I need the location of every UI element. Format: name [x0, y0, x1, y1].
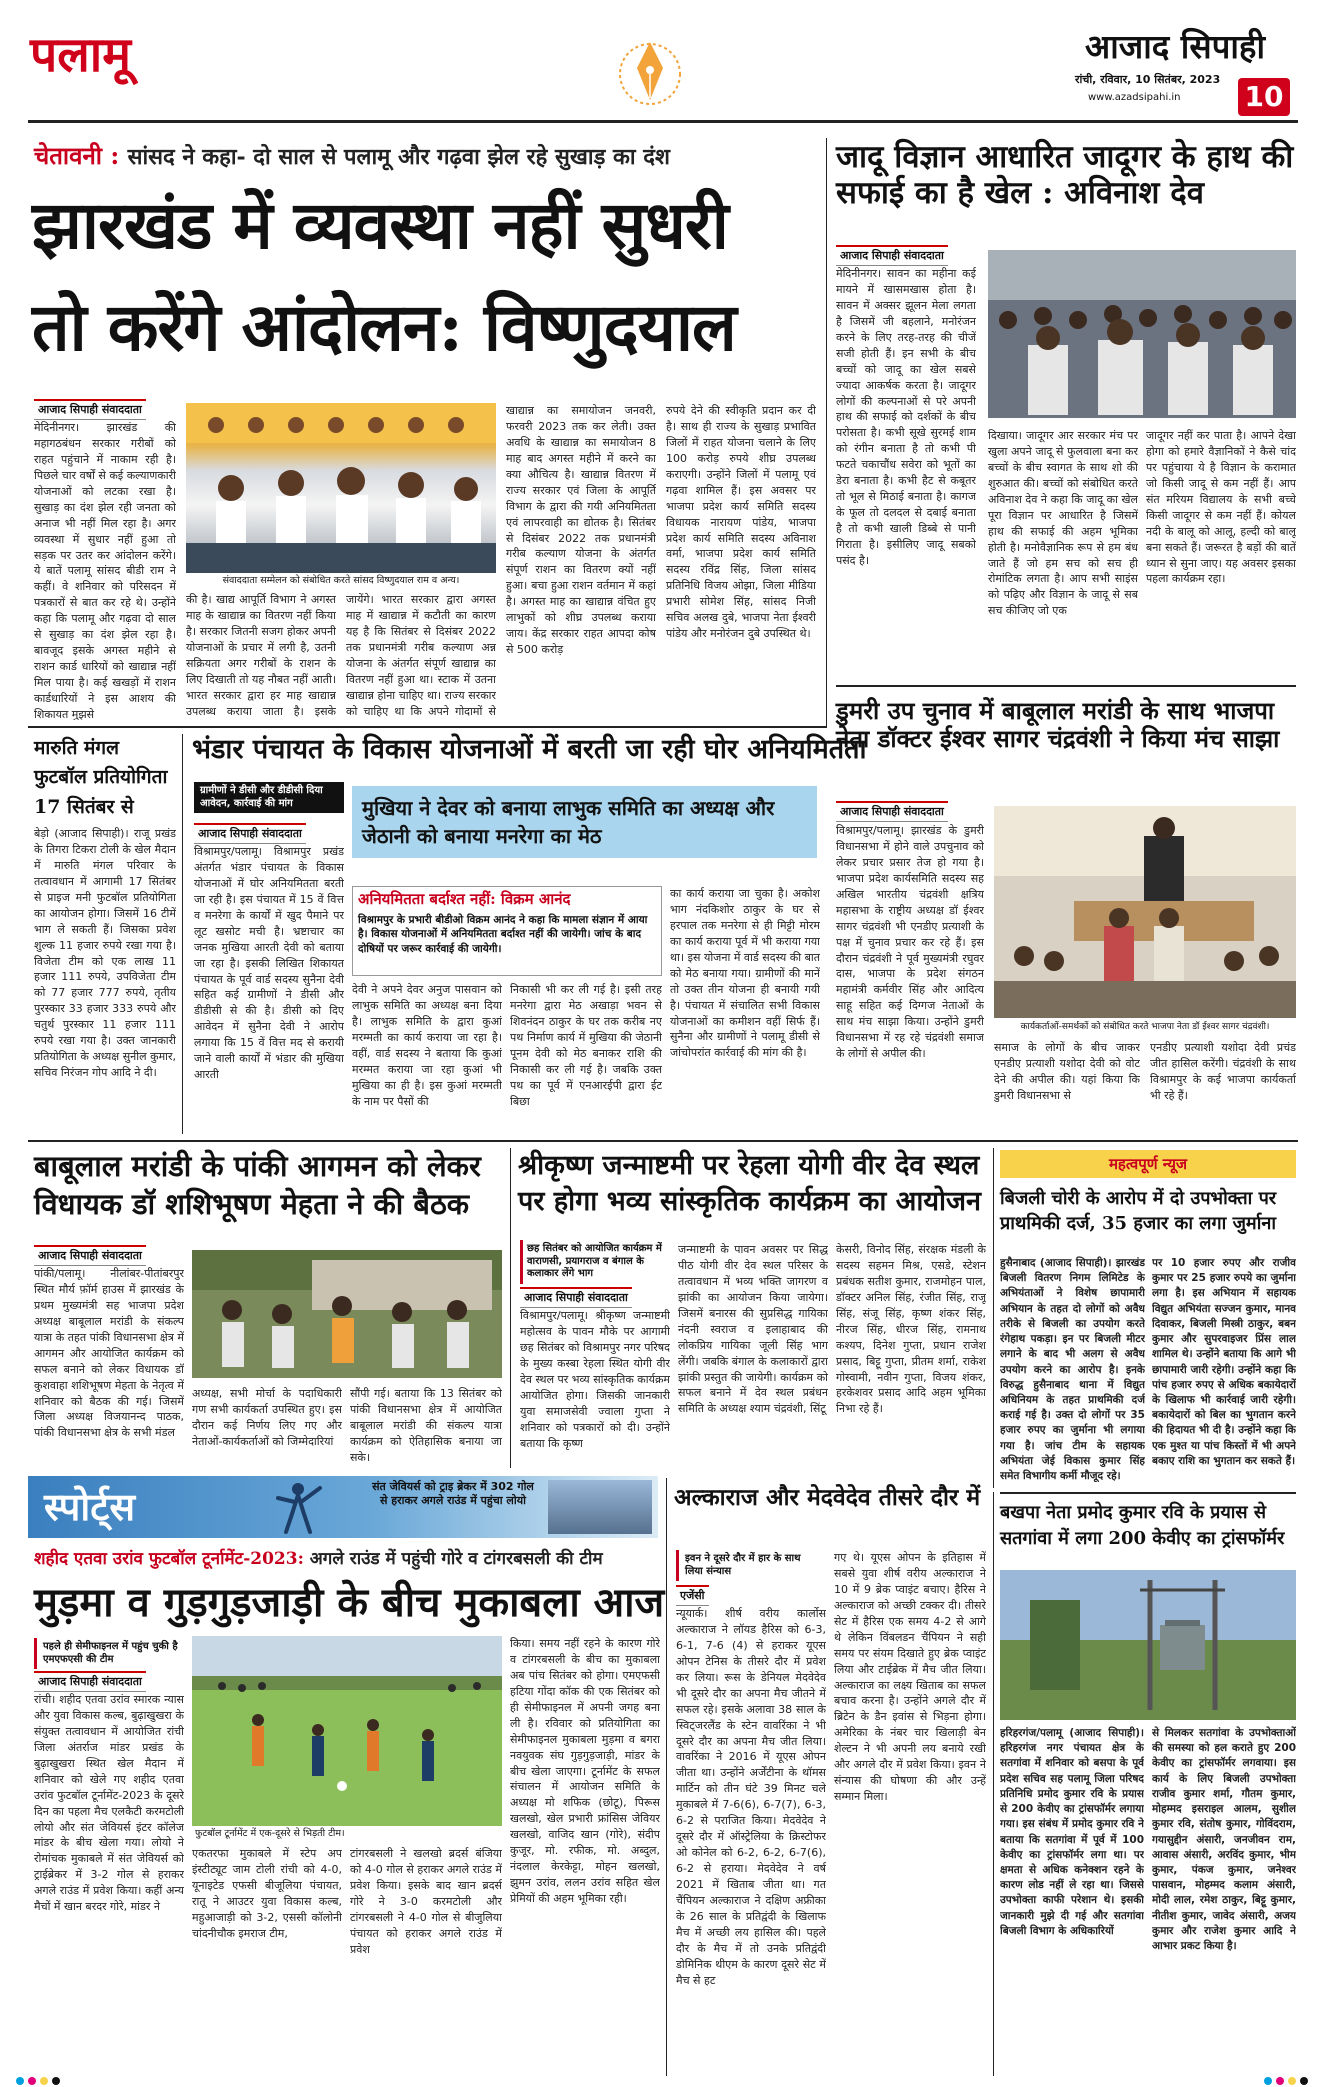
sports-col2: एकतरफा मुकाबले में स्टेप अप इंस्टीट्यूट जाम टोली रांची को 4-0, यूनाइटेड एफसी बीजूलिया पंचायत, रातू ने आउटर युवा विकास कल्ब, महुआजाड़ी को 3-2, एससी कॉलोनी चांदनीचौक इमराज टीम,	[192, 1847, 342, 1940]
sports-kicker-rest: अगले राउंड में पहुंची गोरे व टांगरबसली की टीम	[309, 1549, 603, 1569]
bhandar-sub-headline: मुखिया ने देवर को बनाया लाभुक समिति का अध्यक्ष और जेठानी को बनाया मनरेगा का मेठ	[352, 786, 817, 858]
lead-col5: रुपये देने की स्वीकृति प्रदान कर दी है। साथ ही राज्य के सुखाड़ प्रभावित जिलों में राहत योजना चलाने के लिए 100 करोड़ रुपये शीघ्र उपलब्ध कराएगी। उन्होंने जिलों में पलामू एवं गढ़वा शामिल हैं। इस अवसर पर भाजपा प्रदेश कार्य समिति सदस्य विधायक नारायण पांडेय, भाजपा प्रदेश कार्य समिति सदस्य अविनाश वर्मा, भाजपा प्रदेश कार्य समिति सदस्य रविंद्र सिंह, जिला सांसद प्रतिनिधि विजय ओझा, जिला मीडिया प्रभारी सोमेश सिंह, सांसद निजी सचिव अलख दुबे, भाजपा नेता ईश्वरी पांडेय और मनोरंजन दुबे उपस्थित थे।	[666, 404, 816, 641]
bsp-col2: से मिलकर सतगांवा के उपभोक्ताओं की समस्या को हल कराते हुए 200 केवीए का ट्रांसफॉर्मर लगवाया। इस कार्य के लिए बिजली उपभोक्ता राजीव कुमार शर्मा, गौतम कुमार, मोहम्मद इसराइल आलम, सुशील कुमार रवि, संतोष कुमार, गोविंदराम, गयासुद्दीन अंसारी, जनजीवन राम, आवास अंसारी, अरविंद कुमार, भीम कुमार, पंकज कुमार, जनेश्वर पासवान, मोहम्मद कलाम अंसारी, मोदी लाल, रमेश ठाकुर, बिट्टू कुमार, नीतीश कुमार, जावेद अंसारी, अजय कुमार और राजेश कुमार आदि ने आभार प्रकट किया है।	[1152, 1727, 1296, 1953]
tennis-headline: अल्काराज और मेदवेदेव तीसरे दौर में	[674, 1484, 981, 1511]
krishna-col3: केसरी, विनोद सिंह, संरक्षक मंडली के सदस्य सहमन मिश्र, एसडे, स्टेशन प्रबंधक सतीश कुमार, राजमोहन पाल, डॉक्टर अनिल सिंह, रंजीत सिंह, राजू सिंह, संजू सिंह, कृष्ण शंकर सिंह, नीरज सिंह, धीरज सिंह, रामनाथ कश्यप, दिनेश गुप्ता, प्रधान राजेश प्रसाद, बिट्टू गुप्ता, प्रीतम शर्मा, राकेश गोस्वामी, नवीन गुप्ता, विजय शंकर, हरकेशवर प्रसाद आदि अहम भूमिका निभा रहे हैं।	[836, 1243, 986, 1416]
bhandar-col2: देवी ने अपने देवर अनुज पासवान को लाभुक समिति का अध्यक्ष बना दिया है। लाभुक समिति के द्वारा कुआं मरम्मती का कार्य कराया जा रहा है। वहीं, वार्ड सदस्य ने बताया कि कुआं मरम्मत कराया जा रहा कुआं भी मुखिया का ही है। इस कुआं मरम्मती के नाम पर पैसों की	[352, 983, 502, 1108]
lead-headline-1: झारखंड में व्यवस्था नहीं सुधरी	[32, 186, 728, 264]
dumri-headline: डुमरी उप चुनाव में बाबूलाल मरांडी के साथ भाजपा नेता डॉक्टर ईश्वर सागर चंद्रवंशी ने किया मंच साझा	[836, 696, 1280, 753]
sports-headline: मुड़मा व गुड़गुड़जाड़ी के बीच मुकाबला आज	[34, 1579, 665, 1626]
tennis-byline: एजेंसी	[676, 1585, 709, 1606]
maruti-body: बेड़ो (आजाद सिपाही)। राजू प्रखंड के तिगरा टिकरा टोली के खेल मैदान में मारुति मंगल परिवार के तत्वावधान में आगामी 17 सितंबर से प्राइज मनी फुटबॉल प्रतियोगिता का आयोजन होगा। जिसमें 16 टीमें भाग ले सकती हैं। जिसका प्रवेश शुल्क 11 हजार रुपये रखा गया है। विजेता टीम को एक लाख 11 हजार 111 रुपये, उपविजेता टीम को 77 हजार 777 रुपये, तृतीय पुरस्कार 33 हजार 333 रुपये और चतुर्थ पुरस्कार 11 हजार 111 रुपये रखा गया है। उक्त जानकारी प्रतियोगिता के अध्यक्ष सुनील कुमार, सचिव निरंजन गोप आदि ने दी।	[34, 827, 176, 1080]
babulal-headline: बाबूलाल मरांडी के पांकी आगमन को लेकर विधायक डॉ शशिभूषण मेहता ने की बैठक	[34, 1149, 481, 1221]
lead-col4: खाद्यान्न का समायोजन जनवरी, फरवरी 2023 तक कर लेती। उक्त अवधि के खाद्यान्न का समायोजन 8 माह बाद अगस्त महीने में करने का क्या औचित्य है। खाद्यान्न वितरण में राज्य सरकार एवं जिला के आपूर्ति विभाग के द्वारा की गयी अनियमितता एवं लापरवाही का द्योतक है। सितंबर से दिसंबर 2022 तक प्रधानमंत्री गरीब कल्याण योजना के अंतर्गत संपूर्ण राशन का वितरण क्यों नहीं हुआ। बचा हुआ राशन वर्तमान में कहां है। अगस्त माह का खाद्यान्न वंचित हुए लाभुकों को शीघ्र उपलब्ध कराया जाय। केंद्र सरकार राहत आपदा कोष से 500 करोड़	[506, 404, 656, 657]
dumri-col1: विश्रामपुर/पलामू। झारखंड के डुमरी विधानसभा में होने वाले उपचुनाव को लेकर प्रचार प्रसार तेज हो गया है। भाजपा प्रदेश कार्यसमिति सदस्य सह अखिल भारतीय चंद्रवंशी क्षत्रिय महासभा के राष्ट्रीय अध्यक्ष डॉ ईश्वर सागर चंद्रवंशी भी एनडीए प्रत्याशी के पक्ष में चुनाव प्रचार कर रहे हैं। इस दौरान चंद्रवंशी ने पूर्व मुख्यमंत्री रघुवर दास, भाजपा के प्रदेश संगठन महामंत्री कर्मवीर सिंह और आदित्य साहू सहित कई दिग्गज नेताओं के साथ मंच साझा किया। उन्होंने डुमरी विधानसभा में रह रहे चंद्रवंशी समाज के लोगों से अपील की।	[836, 824, 984, 1061]
page-number: 10	[1238, 78, 1290, 116]
dumri-col2: समाज के लोगों के बीच जाकर एनडीए प्रत्याशी यशोदा देवी को वोट देने की अपील की। यहां किया कि डुमरी विधानसभा से	[994, 1041, 1140, 1102]
bsp-headline: बखपा नेता प्रमोद कुमार रवि के प्रयास से सतगांवा में लगा 200 केवीए का ट्रांसफॉर्मर	[1000, 1502, 1285, 1550]
kicker-label: चेतावनी :	[34, 141, 120, 170]
bhandar-headline: भंडार पंचायत के विकास योजनाओं में बरती जा रही घोर अनियमितता	[192, 734, 867, 765]
lead-byline: आजाद सिपाही संवाददाता	[34, 399, 146, 420]
krishna-col1: विश्रामपुर/पलामू। श्रीकृष्ण जन्माष्टमी महोत्सव के पावन मौके पर आगामी छह सितंबर को विश्रामपुर नगर परिषद के मुख्य कस्बा रेहला स्थित योगी वीर देव स्थल पर भव्य सांस्कृतिक कार्यक्रम आयोजित होगा। जिसकी जानकारी युवा समाजसेवी ज्वाला गुप्ता ने शनिवार को पत्रकारों को दी। उन्होंने बताया कि कृष्ण	[520, 1309, 670, 1450]
bhandar-byline: आजाद सिपाही संवाददाता	[194, 823, 306, 844]
lead-kicker	[34, 140, 814, 172]
magic-col3: जादूगर नहीं कर पाता है। आपने देखा होगा को हमारे वैज्ञानिकों ने कैसे चांद पर पहुंचाया ये है विज्ञान के करामात जो किसी जादू से कम नहीं हैं। आप संत मरियम विद्यालय के सभी बच्चे किसी जादूगर से कम नहीं हैं। कोयल नदी के बालू को आलू, हल्दी को बालू बना सकते हैं। जरूरत है बड़ों की बातें ध्यान से सुना जाए। यह अवसर इसका पहला कार्यक्रम रहा।	[1146, 429, 1296, 586]
babulal-byline: आजाद सिपाही संवाददाता	[34, 1245, 146, 1266]
krishna-byline: आजाद सिपाही संवाददाता	[520, 1287, 632, 1308]
lead-byline-wrap	[34, 398, 146, 420]
bhandar-byline-wrap	[194, 822, 306, 844]
important-col2: पर 10 हजार रुपए और राजीव कुमार पर 25 हजार रुपये का जुर्माना लगा है। इस अभियान में सहायक विद्युत अभियंता सज्जन कुमार, मानव दिवाकर, बिजली मिस्त्री ठाकुर, बबन कुमार और सुपरवाइजर प्रिंस लाल शामिल थे। उन्होंने बताया कि आगे भी छापामारी जारी रहेगी। उन्होंने कहा कि पांच हजार रुपए से अधिक बकायेदारों के खिलाफ भी कार्रवाई जारी रहेगी। बकायेदारों को बिल का भुगतान करने की हिदायत भी दी है। उन्होंने कहा कि एक मुश्त या पांच किस्तों में भी अपने बकाए राशि का भुगतान कर सकते हैं।	[1152, 1257, 1296, 1467]
bhandar-col3: निकासी भी कर ली गई है। इसी तरह मनरेगा द्वारा मेठ अखाड़ा भवन से शिवनंदन ठाकुर के घर तक करीब नए पथ निर्माण कार्य में मुखिया की जेठानी पूनम देवी को मेठ बनाकर राशि की निकासी कर ली गई है। जबकि उक्त पथ का पूर्व में एनआरईपी द्वारा ईट बिछा	[510, 983, 662, 1108]
krishna-headline: श्रीकृष्ण जन्माष्टमी पर रेहला योगी वीर देव स्थल पर होगा भव्य सांस्कृतिक कार्यक्रम का आयोजन	[518, 1150, 982, 1218]
sports-title: स्पोर्ट्स	[44, 1484, 136, 1529]
sports-photo	[192, 1636, 502, 1826]
dumri-photo-caption: कार्यकर्ताओं-समर्थकों को संबोधित करते भाजपा नेता डॉ ईश्वर सागर चंद्रवंशी।	[994, 1020, 1296, 1035]
important-news-label: महत्वपूर्ण न्यूज	[1000, 1150, 1296, 1178]
lead-headline-2: तो करेंगे आंदोलन: विष्णुदयाल	[32, 288, 736, 366]
maruti-headline: मारुति मंगल फुटबॉल प्रतियोगिता 17 सितंबर से	[34, 737, 168, 818]
pen-nib-icon	[605, 30, 695, 105]
sports-col1: रांची। शहीद एतवा उरांव स्मारक न्यास और युवा विकास कल्ब, बुढ़ाखुखरा के संयुक्त तत्वावधान में आयोजित रांची जिला अंतर्राज मांडर प्रखंड के बुढ़ाखुखरा स्थित खेल मैदान में शनिवार को खेले गए शहीद एतवा उरांव फुटबॉल टूर्नामेंट-2023 के दूसरे दिन का पहला मैच एलकैटी करमटोली लोयो और संत जेवियर्स इंटर कॉलेज मांडर के बीच खेला गया। लोयो ने रोमांचक मुकाबले में संत जेवियर्स को ट्राईब्रेकर में 3-2 गोल से हराकर अगले राउंड में प्रवेश किया। कहीं अन्य मैचों में खान बरदर गोरे, मांडर ने	[34, 1693, 184, 1914]
cricket-player-icon	[268, 1480, 328, 1536]
bhandar-col1: विश्रामपुर/पलामू। विश्रामपुर प्रखंड अंतर्गत भंडार पंचायत के विकास योजनाओं में घोर अनियमितता बरती जा रही है। इस पंचायत में 15 वें वित्त व मनरेगा के कार्यों में खुद पैमाने पर लूट खसोट मची है। भ्रष्टाचार का जनक मुखिया आरती देवी को बताया जा रहा है। इसकी लिखित शिकायत पंचायत के पूर्व वार्ड सदस्य सुनैना देवी सहित कई ग्रामीणों ने डीसी और डीडीसी से की है। डीसी को दिए आवेदन में सुनैना देवी ने आरोप लगाया कि 15 वें वित्त मद से करायी जाने वाली कार्यों में भंडार की मुखिया आरती	[194, 845, 344, 1082]
tennis-col1: न्यूयार्क। शीर्ष वरीय कार्लोस अल्काराज ने लॉयड हैरिस को 6-3, 6-1, 7-6 (4) से हराकर यूएस ओपन टेनिस के तीसरे दौर में प्रवेश कर लिया। रूस के डेनियल मेदवेदेव भी दूसरे दौर का अपना मैच जीतने में सफल रहे। इसके अलावा 38 साल के स्विट्जरलैंड के स्टेन वावरिंका ने भी दूसरे दौर का अपना मैच जीत लिया। वावरिंका ने 2016 में यूएस ओपन जीता था। उन्होंने अर्जेंटीना के थॉमस मार्टिन को तीन घंटे 39 मिनट चले मुकाबले में 7-6(6), 6-7(7), 6-3, 6-2 से पराजित किया। मेदवेदेव ने दूसरे दौर में ऑस्ट्रेलिया के क्रिस्टोफर ओ कोनेल को 6-2, 6-2, 6-7(6), 6-2 से हराया। मेदवेदेव ने वर्ष 2021 में खिताब जीता था। गत चैंपियन अल्काराज ने दक्षिण अफ्रीका के 26 साल के प्रतिद्वंदी के खिलाफ मैच में अच्छी लय हासिल की। पहले दौर के मैच में तो उनके प्रतिद्वंदी डोमिनिक थीएम के कारण दूसरे सेट में मैच से हट	[676, 1607, 826, 1987]
sports-col4: किया। समय नहीं रहने के कारण गोरे व टांगरबसली के बीच का मुकाबला अब पांच सितंबर को होगा। एमएफसी हटिया गोंदा कॉक की एक सितंबर को ही सेमीफाइनल में अपनी जगह बना ली है। रविवार को प्रतियोगिता का सेमीफाइनल मुकाबला मुड़मा व बगरा नवयुवक संघ गुड़गुड़जाड़ी, मांडर के बीच खेला जाएगा। टूर्नामेंट के सफल संचालन में आयोजन समिति के अध्यक्ष मो शफिक (छोटू), पिरूस खलखो, खेल प्रभारी फ्रांसिस जेवियर खलखो, वाजिद खान (गोरे), संदीप कुजूर, मो. रफीक, मो. अब्दुल, नंदलाल केरकेट्टा, मोहन खलखो, झुमन उरांव, ललन उरांव सहित खेल प्रेमियों की अहम भूमिका रही।	[510, 1637, 660, 1905]
krishna-col2: जन्माष्टमी के पावन अवसर पर सिद्ध पीठ योगी वीर देव स्थल परिसर के तत्वावधान में भव्य भक्ति जागरण व झांकी का आयोजन किया जायेगा। जिसमें बनारस की सुप्रसिद्ध गायिका नंदनी स्वराज व इलाहाबाद की लोकप्रिय गायिका जूली सिंह भाग लेंगी। जबकि बंगाल के कलाकारों द्वारा झांकी प्रस्तुत की जायेगी। कार्यक्रम को सफल बनाने में देव स्थल प्रबंधन समिति के अध्यक्ष श्याम चंद्रवंशी, सिंटू	[678, 1243, 828, 1416]
sports-kicker2: पहले ही सेमीफाइनल में पहुंच चुकी है एमएफएसी की टीम	[34, 1638, 184, 1669]
sports-kicker-line	[34, 1548, 659, 1570]
sports-banner	[28, 1476, 658, 1538]
bsp-photo	[1000, 1570, 1296, 1720]
place-date: रांची, रविवार, 10 सितंबर, 2023	[1075, 73, 1221, 86]
magic-headline: जादू विज्ञान आधारित जादूगर के हाथ की सफाई का है खेल : अविनाश देव	[836, 139, 1294, 211]
sports-promo: संत जेवियर्स को ट्राइ ब्रेकर में 302 गोल से हराकर अगले राउंड में पहुंचा लोयो	[372, 1480, 534, 1508]
dumri-photo	[994, 806, 1296, 1018]
bhandar-col4: का कार्य कराया जा चुका है। अकोश भाग नंदकिशोर ठाकुर के घर से हरपाल तक मनरेगा से ही मिट्टी मोरम का कार्य कराया पूर्व में भी कराया गया था। इस योजना में वार्ड सदस्य की बात को मेठ बनाया गया। ग्रामीणों की मानें तो उक्त तीन योजना ही बनायी गयी है। पंचायत में संचालित सभी विकास योजनाओं का कमीशन वहीं सिर्फ हैं। सुनैना और ग्रामीणों ने पलामू डीसी से जांचोपरांत कार्रवाई की मांग की है।	[670, 887, 820, 1060]
babulal-col3: सौंपी गई। बताया कि 13 सितंबर को पांकी विधानसभा क्षेत्र में आयोजित बाबूलाल मरांडी की संकल्प यात्रा कार्यक्रम को ऐतिहासिक बनाया जा सके।	[350, 1387, 502, 1464]
sports-photo-caption: फुटबॉल टूर्नामेंट में एक-दूसरे से भिड़ती टीम।	[192, 1826, 502, 1842]
dumri-col3: एनडीए प्रत्याशी यशोदा देवी प्रचंड जीत हासिल करेंगी। चंद्रवंशी के साथ विश्रामपुर के कई भाजपा कार्यकर्ता भी रहे हैं।	[1150, 1041, 1296, 1102]
lead-col2: की है। खाद्य आपूर्ति विभाग ने अगस्त माह के खाद्यान्न का वितरण नहीं किया है। सरकार जितनी सजग होकर अपनी योजनाओं के प्रचार में लगी है, उतनी सक्रियता अगर गरीबों के राशन के लिए दिखाती तो यह नौबत नहीं आती। भारत सरकार द्वारा हर माह खाद्यान्न उपलब्ध कराया जाता है। इसके	[186, 593, 336, 718]
tennis-byline-wrap	[676, 1584, 709, 1606]
lead-photo	[186, 403, 496, 573]
dumri-byline: आजाद सिपाही संवाददाता	[836, 801, 948, 822]
tennis-kicker: इवन ने दूसरे दौर में हार के साथ लिया संन्यास	[676, 1550, 826, 1581]
magic-byline: आजाद सिपाही संवाददाता	[836, 245, 948, 266]
sports-byline: आजाद सिपाही संवाददाता	[34, 1671, 146, 1692]
section-title: पलामू	[30, 27, 131, 83]
krishna-byline-wrap	[520, 1286, 632, 1308]
bhandar-quote-text: विश्रामपुर के प्रभारी बीडीओ विक्रम आनंद ने कहा कि मामला संज्ञान में आया है। विकास योजनाओं में अनियमितता बर्दाश्त नहीं की जायेगी। जांच के बाद दोषियों पर जरूर कार्रवाई की जायेगी।	[358, 913, 648, 955]
bsp-col1: हरिहरगंज/पलामू (आजाद सिपाही)। हरिहरगंज नगर पंचायत क्षेत्र के सतगांवा में शनिवार को बसपा के पूर्व प्रदेश सचिव सह पलामू जिला परिषद प्रतिनिधि प्रमोद कुमार रवि के प्रयास से 200 केवीए का ट्रांसफॉर्मर लगाया गया। इस संबंध में प्रमोद कुमार रवि ने बताया कि सतगांवा में पूर्व में 100 केवीए का ट्रांसफॉर्मर लगा था। पर क्षमता से अधिक कनेक्शन रहने के कारण लोड नहीं ले रहा था। जिससे उपभोक्ता काफी परेशान थे। इसकी जानकारी मुझे दी गई और सतगांवा बिजली विभाग के अधिकारियों	[1000, 1727, 1144, 1937]
magic-col2: दिखाया। जादूगर आर सरकार मंच पर खुला अपने जादू से फुलवाला बना कर बच्चों के बीच स्वागत के साथ शो की शुरुआत की। बच्चों को संबोधित करते अविनाश देव ने कहा कि जादू का खेल पूरा विज्ञान पर आधारित है जिसमें हाथ की सफाई की अहम भूमिका होती है। मनोवैज्ञानिक रूप से हम बंध जाते हैं जो हम सच को सच ही रोमांटिक लगता है। आप सभी साइंस को पढ़िए और विज्ञान के जादू से सब सच कीजिए जो एक	[988, 429, 1138, 618]
babulal-photo	[192, 1250, 502, 1378]
sports-kicker: शहीद एतवा उरांव फुटबॉल टूर्नामेंट-2023:	[34, 1549, 304, 1569]
website: www.azadsipahi.in	[1088, 92, 1181, 103]
tennis-col2: गए थे। यूएस ओपन के इतिहास में सबसे युवा शीर्ष वरीय अल्काराज ने 10 में 9 ब्रेक प्वाइंट बचाए। हैरिस ने अल्काराज को अच्छी टक्कर दी। तीसरे सेट में हैरिस एक समय 4-2 से आगे थे लेकिन विंबलडन चैंपियन ने सही समय पर संयम दिखाते हुए ब्रेक प्वाइंट लिया और टाईब्रेक में मैच जीत लिया। अल्काराज का लक्ष्य खिताब का सफल बचाव करना है। उन्होंने अगले दौर में ब्रिटेन के डैन इवांस से भिड़ना होगा। अमेरिका के नंबर चार खिलाड़ी बेन शेल्टन ने भी अपनी लय बनाये रखी और अगले दौर में प्रवेश किया। इवन ने संन्यास की घोषणा की और उन्हें सम्मान मिला।	[834, 1551, 986, 1804]
sports-byline-wrap	[34, 1670, 146, 1692]
bhandar-quote-title: अनियमितता बर्दाश्त नहीं: विक्रम आनंद	[358, 890, 571, 908]
krishna-kicker: छह सितंबर को आयोजित कार्यक्रम में वाराणसी, प्रयागराज व बंगाल के कलाकार लेंगे भाग	[520, 1240, 670, 1284]
sports-promo-photo	[548, 1480, 652, 1534]
magic-col1: मेदिनीनगर। सावन का महीना कई मायने में खासमखास होता है। सावन में अक्सर झूलन मेला लगता है जिसमें जी बहलाने, मनोरंजन करने के लिए तरह-तरह की चीजें सजी होती हैं। इन सभी के बीच बच्चों को जादू का खेल सबसे ज्यादा आकर्षक करता है। जादूगर लोगों की कल्पनाओं से परे अपनी हाथ की सफाई को दर्शकों के बीच परोसता है। कभी सूखे सुरमई शाम को रंगीन बनाता है तो कभी पी फटते चकाचौंध सवेरा को भूतों का डेरा बनाता है। कभी हैट से कबूतर तो भूल से मिठाई बनाता है। कागज के फूल तो दलदल से दबाई बनाता है तो कभी खाली डिब्बे से पानी गिराता है। इसीलिए जादू सबको पसंद है।	[836, 267, 976, 567]
dumri-byline-wrap	[836, 800, 948, 822]
magic-byline-wrap	[836, 244, 948, 266]
babulal-col1: पांकी/पलामू। नीलांबर-पीतांबरपुर स्थित मौर्य फ़ॉर्म हाउस में झारखंड के प्रथम मुख्यमंत्री सह भाजपा प्रदेश अध्यक्ष बाबूलाल मरांडी के संकल्प यात्रा के तहत पांकी विधानसभा क्षेत्र में आगमन और आयोजित कार्यक्रम को सफल बनाने को लेकर विधायक डॉ कुशवाहा शशिभूषण मेहता के नेतृत्व में शनिवार को बैठक की गई। जिसमें जिला अध्यक्ष विजयानन्द पाठक, पांकी विधानसभा क्षेत्र के सभी मंडल	[34, 1267, 184, 1440]
color-registration-dots	[0, 2076, 1325, 2086]
bhandar-kicker: ग्रामीणों ने डीसी और डीडीसी दिया आवेदन, कार्रवाई की मांग	[194, 782, 344, 813]
page-header	[0, 0, 1325, 118]
important-headline: बिजली चोरी के आरोप में दो उपभोक्ता पर प्राथमिकी दर्ज, 35 हजार का लगा जुर्माना	[1000, 1188, 1277, 1235]
bhandar-quote-box	[352, 886, 662, 976]
magic-photo	[988, 250, 1296, 418]
lead-col3: जायेंगे। भारत सरकार द्वारा अगस्त माह में खाद्यान्न में कटौती का कारण यह है कि सितंबर से दिसंबर 2022 तक प्रधानमंत्री गरीब कल्याण अन्न योजना के अंतर्गत संपूर्ण खाद्यान्न का वितरण नहीं हुआ था। स्टाक में उतना खाद्यान्न होना चाहिए था। राज्य सरकार को चाहिए था कि अपने गोदामों से	[346, 593, 496, 718]
lead-col1: मेदिनीनगर। झारखंड की महागठबंधन सरकार गरीबों को राहत पहुंचाने में नाकाम रही है। पिछले चार वर्षों से कई कल्याणकारी योजनाओं को लटका रखा है। सुखाड़ का दंश झेल रही जनता को अनाज भी नहीं मिल रहा है। अगर व्यवस्था में सुधार नहीं हुआ तो सड़क पर उतर कर आंदोलन करेंगे। ये बातें पलामू सांसद बीडी राम ने कहीं। वे शनिवार को परिसदन में पत्रकारों से बात कर रहे थे। उन्होंने कहा कि पलामू और गढ़वा दो साल से सुखाड़ का दंश झेल रहा है। बावजूद इसके अगस्त महीने से राशन कार्ड धारियों को खाद्यान्न नहीं मिल पाया है। कई खखड़ों में राशन कार्डधारियों ने इस आशय की शिकायत मुझसे	[34, 421, 176, 720]
babulal-byline-wrap	[34, 1244, 146, 1266]
newspaper-logo: आजाद सिपाही	[1085, 27, 1265, 66]
sports-col3: टांगरबसली ने खलखो ब्रदर्स बंजिया को 4-0 गोल से हराकर अगले राउंड में प्रवेश किया। इसके बाद खान ब्रदर्स गोरे ने 3-0 करमटोली और टांगरबसली ने 4-0 गोल से बीजुलिया पंचायत को हराकर अगले राउंड में प्रवेश	[350, 1847, 502, 1956]
important-col1: हुसैनाबाद (आजाद सिपाही)। झारखंड बिजली वितरण निगम लिमिटेड के अभियंताओं ने विशेष छापामारी अभियान के तहत दो लोगों को अवैध तरीके से बिजली का उपयोग करते रंगेहाथ पकड़ा। इन पर बिजली मीटर लगाने के बाद भी अलग से अवैध उपयोग करने का आरोप है। इनके विरुद्ध हुसैनाबाद थाना में विद्युत अधिनियम के तहत प्राथमिकी दर्ज कराई गई है। उक्त दो लोगों पर 35 हजार रुपए का जुर्माना भी लगाया गया है। जांच टीम के सहायक अभियंता जेई विकास कुमार सिंह समेत विभागीय कर्मी मौजूद रहे।	[1000, 1257, 1145, 1482]
lead-photo-caption: संवाददाता सम्मेलन को संबोधित करते सांसद विष्णुदयाल राम व अन्य।	[186, 573, 496, 589]
babulal-col2: अध्यक्ष, सभी मोर्चा के पदाधिकारी गण सभी कार्यकर्ता उपस्थित हुए। इस दौरान कई निर्णय लिए गए और नेताओं-कार्यकर्ताओं को जिम्मेदारियां	[192, 1387, 342, 1448]
kicker-text: सांसद ने कहा- दो साल से पलामू और गढ़वा झेल रहे सुखाड़ का दंश	[127, 144, 670, 170]
